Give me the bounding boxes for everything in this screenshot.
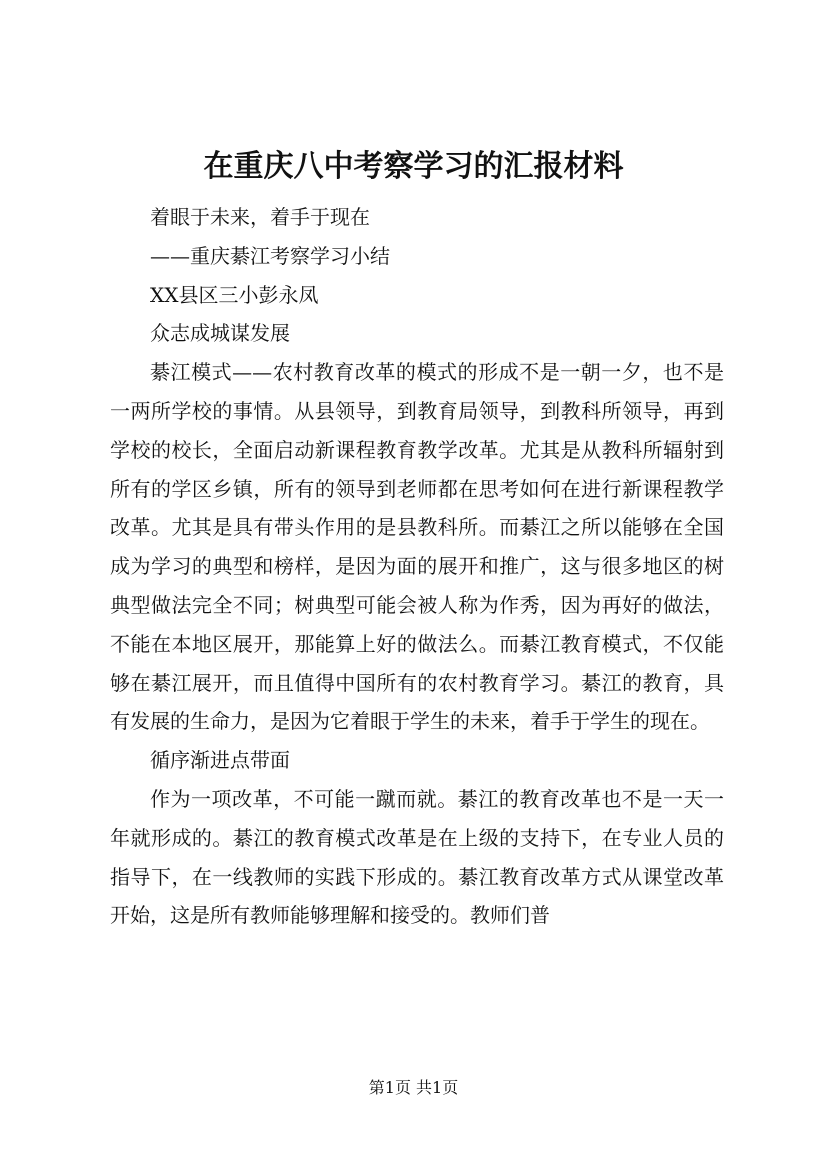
section-heading: 循序渐进点带面: [150, 748, 290, 773]
body-paragraph: 綦江模式——农村教育改革的模式的形成不是一朝一夕，也不是一两所学校的事情。从县领导，到教育局领导，到教科所领导，再到学校的校长，全面启动新课程教育教学改革。尤其是从教科所辐射到所有的学区乡镇，所有的领导到老师都在思考如何在进行新课程教学改革。尤其是具有带头作用的是县教科所。而綦江之所以能够在全国成为学习的典型和榜样，是因为面的展开和推广，这与很多地区的树典型做法完全不同；树典型可能会被人称为作秀，因为再好的做法，不能在本地区展开，那能算上好的做法么。而綦江教育模式，不仅能够在綦江展开，而且值得中国所有的农村教育学习。綦江的教育，具有发展的生命力，是因为它着眼于学生的未来，着手于学生的现在。: [110, 360, 724, 734]
subtitle-line: 着眼于未来，着手于现在: [150, 205, 370, 229]
document-body: [110, 198, 724, 935]
body-paragraph: 作为一项改革，不可能一蹴而就。綦江的教育改革也不是一天一年就形成的。綦江的教育模式改革是在上级的支持下，在专业人员的指导下，在一线教师的实践下形成的。綦江教育改革方式从课堂改革开始，这是所有教师能够理解和接受的。教师们普: [110, 786, 724, 928]
document-title: 在重庆八中考察学习的汇报材料: [203, 149, 624, 184]
page-footer: 第1页 共1页: [368, 1078, 459, 1097]
subtitle-line: ——重庆綦江考察学习小结: [150, 243, 390, 268]
section-heading: 众志成城谋发展: [150, 321, 290, 346]
author-line: XX县区三小彭永凤: [150, 282, 319, 307]
